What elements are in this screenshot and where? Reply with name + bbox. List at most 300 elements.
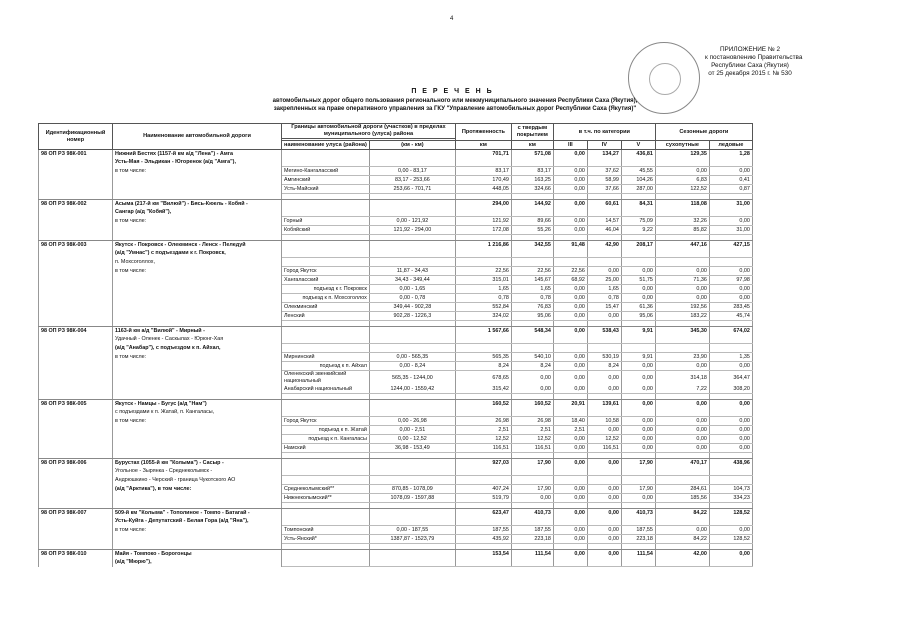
cell-km: 11,87 - 34,43 bbox=[369, 267, 455, 276]
cell-hard: 342,55 bbox=[511, 241, 553, 250]
cell-ice bbox=[709, 335, 752, 344]
cell-dry bbox=[655, 258, 709, 267]
cell-c5: 410,73 bbox=[621, 509, 655, 518]
cell-c3 bbox=[553, 344, 587, 353]
cell-hard: 0,00 bbox=[511, 385, 553, 394]
cell-km: 1244,00 - 1559,42 bbox=[369, 385, 455, 394]
cell-c5 bbox=[621, 558, 655, 567]
cell-c5: 187,55 bbox=[621, 526, 655, 535]
cell-name bbox=[113, 276, 282, 285]
cell-dry: 129,35 bbox=[655, 150, 709, 159]
cell-c4: 530,19 bbox=[587, 353, 621, 362]
cell-c5: 104,26 bbox=[621, 176, 655, 185]
cell-hard bbox=[511, 558, 553, 567]
cell-id bbox=[39, 276, 113, 285]
cell-id bbox=[39, 285, 113, 294]
table-row bbox=[39, 362, 753, 371]
cell-c3 bbox=[553, 335, 587, 344]
cell-km bbox=[369, 241, 455, 250]
cell-name bbox=[113, 535, 282, 544]
cell-c5: 51,75 bbox=[621, 276, 655, 285]
table-row bbox=[39, 267, 753, 276]
cell-len: 8,24 bbox=[455, 362, 511, 371]
cell-c3: 0,00 bbox=[553, 185, 587, 194]
cell-km bbox=[369, 467, 455, 476]
cell-name bbox=[113, 444, 282, 453]
table-row bbox=[39, 312, 753, 321]
header-ulus: наименование улуса (района) bbox=[282, 141, 370, 150]
cell-id bbox=[39, 267, 113, 276]
cell-len: 294,00 bbox=[455, 200, 511, 209]
cell-c3: 91,48 bbox=[553, 241, 587, 250]
cell-id bbox=[39, 158, 113, 167]
cell-c4: 139,61 bbox=[587, 400, 621, 409]
cell-dry: 0,00 bbox=[655, 285, 709, 294]
subtitle-line: закрепленных на праве оперативного управления за ГКУ "Управление автомобильных дорог Республики Саха (Якутия)" bbox=[273, 106, 637, 112]
cell-dry: 185,56 bbox=[655, 494, 709, 503]
cell-c5: 84,31 bbox=[621, 200, 655, 209]
cell-ice: 427,15 bbox=[709, 241, 752, 250]
cell-c5 bbox=[621, 335, 655, 344]
document-subtitle bbox=[230, 97, 680, 113]
cell-hard bbox=[511, 158, 553, 167]
cell-dry: 32,26 bbox=[655, 217, 709, 226]
cell-len: 187,55 bbox=[455, 526, 511, 535]
cell-ulus bbox=[282, 509, 370, 518]
cell-c4: 116,51 bbox=[587, 444, 621, 453]
cell-ice bbox=[709, 558, 752, 567]
cell-c3: 0,00 bbox=[553, 167, 587, 176]
cell-hard: 0,78 bbox=[511, 294, 553, 303]
cell-ulus bbox=[282, 467, 370, 476]
cell-dry: 183,22 bbox=[655, 312, 709, 321]
cell-c4: 60,61 bbox=[587, 200, 621, 209]
cell-name bbox=[113, 285, 282, 294]
ulus-line: национальный bbox=[284, 378, 321, 384]
cell-c5 bbox=[621, 258, 655, 267]
cell-name: (а/д "Арктика"), в том числе: bbox=[113, 485, 282, 494]
cell-c5: 95,06 bbox=[621, 312, 655, 321]
cell-c5: 0,00 bbox=[621, 494, 655, 503]
cell-len bbox=[455, 335, 511, 344]
cell-hard bbox=[511, 258, 553, 267]
cell-hard: 2,51 bbox=[511, 426, 553, 435]
cell-c4 bbox=[587, 558, 621, 567]
cell-id bbox=[39, 485, 113, 494]
cell-id bbox=[39, 526, 113, 535]
cell-dry bbox=[655, 335, 709, 344]
cell-dry: 0,00 bbox=[655, 435, 709, 444]
cell-dry: 0,00 bbox=[655, 426, 709, 435]
cell-c3: 0,00 bbox=[553, 435, 587, 444]
cell-c5: 17,90 bbox=[621, 485, 655, 494]
cell-ulus: Ленский bbox=[282, 312, 370, 321]
cell-ulus bbox=[282, 150, 370, 159]
cell-c3: 0,00 bbox=[553, 459, 587, 468]
cell-ice: 0,00 bbox=[709, 526, 752, 535]
cell-c5: 0,00 bbox=[621, 400, 655, 409]
cell-km: 0,00 - 187,55 bbox=[369, 526, 455, 535]
cell-ice: 31,00 bbox=[709, 200, 752, 209]
cell-ice: 0,00 bbox=[709, 444, 752, 453]
cell-dry bbox=[655, 344, 709, 353]
cell-c4 bbox=[587, 258, 621, 267]
cell-c3: 0,00 bbox=[553, 327, 587, 336]
cell-name bbox=[113, 426, 282, 435]
table-row bbox=[39, 517, 753, 526]
cell-km bbox=[369, 200, 455, 209]
cell-c3: 0,00 bbox=[553, 294, 587, 303]
cell-len: 116,51 bbox=[455, 444, 511, 453]
cell-hard: 111,54 bbox=[511, 550, 553, 559]
cell-ulus bbox=[282, 344, 370, 353]
table-row bbox=[39, 217, 753, 226]
cell-ulus: Мирнинский bbox=[282, 353, 370, 362]
table-row bbox=[39, 150, 753, 159]
cell-len: 1,65 bbox=[455, 285, 511, 294]
cell-len: 407,24 bbox=[455, 485, 511, 494]
cell-dry: 447,16 bbox=[655, 241, 709, 250]
cell-ulus: подъезд к п. Мохсоголлох bbox=[282, 294, 370, 303]
cell-ulus bbox=[282, 208, 370, 217]
cell-id bbox=[39, 185, 113, 194]
table-row bbox=[39, 444, 753, 453]
cell-len: 927,03 bbox=[455, 459, 511, 468]
cell-c3 bbox=[553, 258, 587, 267]
cell-c3: 0,00 bbox=[553, 303, 587, 312]
cell-ulus bbox=[282, 476, 370, 485]
cell-len: 172,08 bbox=[455, 226, 511, 235]
cell-ice: 0,87 bbox=[709, 185, 752, 194]
cell-ulus: Анабарский национальный bbox=[282, 385, 370, 394]
cell-ice: 674,02 bbox=[709, 327, 752, 336]
cell-dry: 0,00 bbox=[655, 267, 709, 276]
header-ice: ледовые bbox=[709, 141, 752, 150]
cell-ice: 97,98 bbox=[709, 276, 752, 285]
cell-id: 98 ОП РЗ 98К-004 bbox=[39, 327, 113, 336]
document-title: П Е Р Е Ч Е Н Ь bbox=[411, 88, 494, 95]
cell-dry: 345,30 bbox=[655, 327, 709, 336]
cell-len bbox=[455, 249, 511, 258]
cell-c5: 9,22 bbox=[621, 226, 655, 235]
cell-c4: 0,78 bbox=[587, 294, 621, 303]
cell-name: (а/д "Умнас") с подъездами к г. Покровск, bbox=[113, 249, 282, 258]
cell-ulus bbox=[282, 371, 370, 386]
roads-table bbox=[38, 123, 753, 567]
cell-c4: 0,00 bbox=[587, 526, 621, 535]
cell-hard: 17,90 bbox=[511, 485, 553, 494]
header-length-unit: км bbox=[455, 141, 511, 150]
cell-dry: 71,36 bbox=[655, 276, 709, 285]
cell-hard: 160,52 bbox=[511, 400, 553, 409]
cell-ice bbox=[709, 517, 752, 526]
cell-len: 1 216,86 bbox=[455, 241, 511, 250]
cell-km bbox=[369, 327, 455, 336]
table-row bbox=[39, 494, 753, 503]
cell-dry bbox=[655, 208, 709, 217]
cell-len: 22,56 bbox=[455, 267, 511, 276]
cell-c4: 1,65 bbox=[587, 285, 621, 294]
cell-hard bbox=[511, 408, 553, 417]
cell-name: Якутск - Намцы - Бугус (а/д "Нам") bbox=[113, 400, 282, 409]
cell-c5: 111,54 bbox=[621, 550, 655, 559]
cell-ulus: подъезд к г. Покровск bbox=[282, 285, 370, 294]
cell-c4: 0,00 bbox=[587, 371, 621, 386]
cell-c4 bbox=[587, 476, 621, 485]
cell-km: 0,00 - 565,35 bbox=[369, 353, 455, 362]
cell-dry: 23,90 bbox=[655, 353, 709, 362]
cell-km: 83,17 - 253,66 bbox=[369, 176, 455, 185]
cell-ice: 0,00 bbox=[709, 550, 752, 559]
header-name: Наименование автомобильной дороги bbox=[113, 124, 282, 150]
cell-ulus: Амгинский bbox=[282, 176, 370, 185]
cell-dry: 85,82 bbox=[655, 226, 709, 235]
cell-hard: 12,52 bbox=[511, 435, 553, 444]
cell-c5: 0,00 bbox=[621, 294, 655, 303]
cell-len: 315,42 bbox=[455, 385, 511, 394]
table-row bbox=[39, 285, 753, 294]
cell-ulus bbox=[282, 158, 370, 167]
cell-dry: 0,00 bbox=[655, 417, 709, 426]
cell-len: 12,52 bbox=[455, 435, 511, 444]
cell-dry bbox=[655, 517, 709, 526]
cell-ice bbox=[709, 467, 752, 476]
cell-id bbox=[39, 476, 113, 485]
cell-len: 1 567,66 bbox=[455, 327, 511, 336]
cell-len: 435,92 bbox=[455, 535, 511, 544]
cell-km: 902,28 - 1226,3 bbox=[369, 312, 455, 321]
cell-c4 bbox=[587, 335, 621, 344]
table-row bbox=[39, 200, 753, 209]
cell-ulus: Хангаласский bbox=[282, 276, 370, 285]
cell-id: 98 ОП РЗ 98К-006 bbox=[39, 459, 113, 468]
table-row bbox=[39, 408, 753, 417]
cell-km: 0,00 - 0,78 bbox=[369, 294, 455, 303]
cell-ice: 0,00 bbox=[709, 362, 752, 371]
cell-dry: 42,00 bbox=[655, 550, 709, 559]
cell-hard: 76,83 bbox=[511, 303, 553, 312]
cell-name bbox=[113, 294, 282, 303]
cell-len: 315,01 bbox=[455, 276, 511, 285]
cell-id bbox=[39, 558, 113, 567]
cell-ulus: Город Якутск bbox=[282, 417, 370, 426]
cell-c4: 0,00 bbox=[587, 535, 621, 544]
cell-id: 98 ОП РЗ 98К-002 bbox=[39, 200, 113, 209]
cell-c5 bbox=[621, 476, 655, 485]
cell-dry: 84,22 bbox=[655, 535, 709, 544]
cell-km: 0,00 - 2,51 bbox=[369, 426, 455, 435]
header-seasonal: Сезонные дороги bbox=[655, 124, 752, 141]
table-row bbox=[39, 241, 753, 250]
table-row bbox=[39, 417, 753, 426]
cell-c4 bbox=[587, 467, 621, 476]
cell-hard: 22,56 bbox=[511, 267, 553, 276]
cell-name: в том числе: bbox=[113, 267, 282, 276]
cell-c3 bbox=[553, 408, 587, 417]
header-cat4: IV bbox=[587, 141, 621, 150]
cell-km: 0,00 - 83,17 bbox=[369, 167, 455, 176]
cell-c3: 0,00 bbox=[553, 176, 587, 185]
cell-c3: 0,00 bbox=[553, 285, 587, 294]
cell-c4: 0,00 bbox=[587, 485, 621, 494]
cell-len bbox=[455, 467, 511, 476]
cell-id bbox=[39, 249, 113, 258]
cell-hard: 83,17 bbox=[511, 167, 553, 176]
cell-c5 bbox=[621, 467, 655, 476]
cell-c4: 0,00 bbox=[587, 509, 621, 518]
cell-name: Усть-Куйга - Депутатский - Белая Гора (а/д "Яна"), bbox=[113, 517, 282, 526]
cell-name: п. Мохсоголлох, bbox=[113, 258, 282, 267]
cell-km bbox=[369, 558, 455, 567]
cell-len bbox=[455, 408, 511, 417]
table-row bbox=[39, 176, 753, 185]
cell-ice: 334,23 bbox=[709, 494, 752, 503]
cell-name bbox=[113, 385, 282, 394]
header-hard-unit: км bbox=[511, 141, 553, 150]
table-row bbox=[39, 476, 753, 485]
table-row bbox=[39, 167, 753, 176]
cell-km bbox=[369, 344, 455, 353]
cell-km bbox=[369, 509, 455, 518]
cell-name bbox=[113, 371, 282, 386]
cell-c4 bbox=[587, 158, 621, 167]
cell-name bbox=[113, 185, 282, 194]
cell-km: 121,92 - 294,00 bbox=[369, 226, 455, 235]
cell-ice bbox=[709, 258, 752, 267]
cell-dry: 0,00 bbox=[655, 444, 709, 453]
cell-ice bbox=[709, 344, 752, 353]
cell-c5: 0,00 bbox=[621, 267, 655, 276]
appendix-heading: ПРИЛОЖЕНИЕ № 2 bbox=[719, 46, 781, 53]
cell-ulus: Мегино-Кангаласский bbox=[282, 167, 370, 176]
cell-km bbox=[369, 258, 455, 267]
cell-len: 678,65 bbox=[455, 371, 511, 386]
appendix-line: к постановлению Правительства bbox=[705, 54, 803, 61]
cell-len bbox=[455, 208, 511, 217]
cell-ulus bbox=[282, 459, 370, 468]
cell-len bbox=[455, 258, 511, 267]
cell-ulus: Горный bbox=[282, 217, 370, 226]
cell-c3: 0,00 bbox=[553, 312, 587, 321]
cell-ice: 0,41 bbox=[709, 176, 752, 185]
cell-ulus bbox=[282, 241, 370, 250]
cell-name: в том числе: bbox=[113, 353, 282, 362]
cell-km bbox=[369, 150, 455, 159]
cell-c5: 0,00 bbox=[621, 371, 655, 386]
cell-id bbox=[39, 435, 113, 444]
cell-len: 565,35 bbox=[455, 353, 511, 362]
header-cat3: III bbox=[553, 141, 587, 150]
cell-c4: 37,62 bbox=[587, 167, 621, 176]
cell-len: 519,79 bbox=[455, 494, 511, 503]
cell-name: Майя - Томпоко - Борогонцы bbox=[113, 550, 282, 559]
cell-id bbox=[39, 444, 113, 453]
cell-len: 2,51 bbox=[455, 426, 511, 435]
table-row bbox=[39, 467, 753, 476]
cell-c4: 10,58 bbox=[587, 417, 621, 426]
cell-c4: 0,00 bbox=[587, 385, 621, 394]
ulus-line: Оленекский эвенкийский bbox=[284, 371, 347, 377]
cell-km bbox=[369, 400, 455, 409]
cell-len: 26,98 bbox=[455, 417, 511, 426]
table-row bbox=[39, 294, 753, 303]
cell-name: в том числе: bbox=[113, 217, 282, 226]
header-hard: с твердым покрытием bbox=[511, 124, 553, 141]
header-cat5: V bbox=[621, 141, 655, 150]
cell-hard bbox=[511, 249, 553, 258]
table-row bbox=[39, 303, 753, 312]
cell-ice: 0,00 bbox=[709, 285, 752, 294]
cell-c3: 20,91 bbox=[553, 400, 587, 409]
cell-km: 0,00 - 1,65 bbox=[369, 285, 455, 294]
cell-len: 83,17 bbox=[455, 167, 511, 176]
cell-ulus: Томпонский bbox=[282, 526, 370, 535]
subtitle-line: автомобильных дорог общего пользования регионального или межмуниципального значения Республики Саха (Якутия), bbox=[272, 98, 638, 104]
cell-c5: 0,00 bbox=[621, 426, 655, 435]
cell-id bbox=[39, 426, 113, 435]
cell-ulus bbox=[282, 258, 370, 267]
cell-c3: 0,00 bbox=[553, 550, 587, 559]
cell-c5 bbox=[621, 158, 655, 167]
cell-name: Нижний Бестях (1157-й км а/д "Лена") - Амга bbox=[113, 150, 282, 159]
cell-len: 552,84 bbox=[455, 303, 511, 312]
cell-name: Бурустах (1055-й км "Колыма") - Сасыр - bbox=[113, 459, 282, 468]
cell-km bbox=[369, 550, 455, 559]
cell-c4: 12,52 bbox=[587, 435, 621, 444]
cell-km bbox=[369, 408, 455, 417]
cell-c4 bbox=[587, 408, 621, 417]
cell-id bbox=[39, 208, 113, 217]
cell-ulus bbox=[282, 517, 370, 526]
cell-len: 701,71 bbox=[455, 150, 511, 159]
cell-c5 bbox=[621, 344, 655, 353]
cell-id bbox=[39, 353, 113, 362]
cell-c3 bbox=[553, 476, 587, 485]
table-row bbox=[39, 226, 753, 235]
cell-ulus: Кобяйский bbox=[282, 226, 370, 235]
cell-dry bbox=[655, 558, 709, 567]
cell-c5: 75,09 bbox=[621, 217, 655, 226]
cell-c4 bbox=[587, 249, 621, 258]
appendix-line: Республики Саха (Якутия) bbox=[711, 62, 789, 69]
table-row bbox=[39, 327, 753, 336]
cell-ulus: подъезд к п. Кангаласы bbox=[282, 435, 370, 444]
cell-len: 324,02 bbox=[455, 312, 511, 321]
cell-km: 0,00 - 26,98 bbox=[369, 417, 455, 426]
cell-c4: 0,00 bbox=[587, 494, 621, 503]
cell-dry: 122,52 bbox=[655, 185, 709, 194]
cell-km: 253,66 - 701,71 bbox=[369, 185, 455, 194]
cell-dry bbox=[655, 249, 709, 258]
cell-c5: 45,55 bbox=[621, 167, 655, 176]
cell-c3 bbox=[553, 208, 587, 217]
cell-ice bbox=[709, 476, 752, 485]
cell-dry: 470,17 bbox=[655, 459, 709, 468]
cell-len bbox=[455, 517, 511, 526]
cell-c4: 15,47 bbox=[587, 303, 621, 312]
cell-id bbox=[39, 535, 113, 544]
cell-name: в том числе: bbox=[113, 167, 282, 176]
table-row bbox=[39, 158, 753, 167]
cell-c5: 0,00 bbox=[621, 435, 655, 444]
cell-name: 509-й км "Колыма" - Тополиное - Томпо - Батагай - bbox=[113, 509, 282, 518]
table-row bbox=[39, 485, 753, 494]
cell-ice bbox=[709, 158, 752, 167]
cell-c4 bbox=[587, 344, 621, 353]
cell-c3: 0,00 bbox=[553, 362, 587, 371]
cell-hard: 144,92 bbox=[511, 200, 553, 209]
cell-ice: 128,52 bbox=[709, 535, 752, 544]
